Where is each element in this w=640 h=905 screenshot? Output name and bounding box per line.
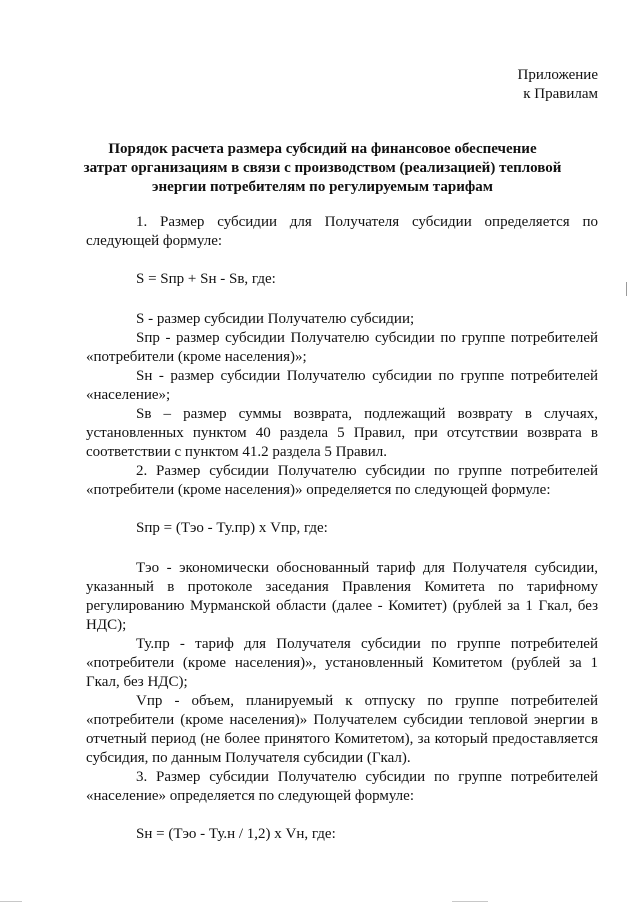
scan-artifact-line-right xyxy=(452,901,488,902)
definition-teo: Тэо - экономически обоснованный тариф для Получателя субсидии, указанный в протоколе заседания Правления Комитета по тарифному регулированию Мурманской области (далее - Комитет) (рублей за 1 Гкал, без НДС); xyxy=(86,560,598,633)
paragraph-3: 3. Размер субсидии Получателю субсидии по группе потребителей «население» определяется по следующей формуле: xyxy=(86,769,598,804)
definition-vpr: Vпр - объем, планируемый к отпуску по группе потребителей «потребители (кроме населения)» Получателем субсидии тепловой энергии в отчетный период (не более принятого Комитетом), за который предоставляется субсидия, по данным Получателя субсидии (Гкал). xyxy=(86,693,598,766)
paragraph-1: 1. Размер субсидии для Получателя субсидии определяется по следующей формуле: xyxy=(86,214,598,249)
formula-sn: Sн = (Тэо - Ту.н / 1,2) х Vн, где: xyxy=(136,826,336,842)
appendix-header xyxy=(517,66,598,104)
appendix-line-1: Приложение xyxy=(517,67,598,83)
definition-sv: Sв – размер суммы возврата, подлежащий возврату в случаях, установленных пунктом 40 раздела 5 Правил, при отсутствии возврата в соответствии с пунктом 41.2 раздела 5 Правил. xyxy=(86,406,598,460)
scan-artifact-mark xyxy=(626,282,627,296)
definition-s: S - размер субсидии Получателю субсидии; xyxy=(136,311,415,327)
formula-total: S = Sпр + Sн - Sв, где: xyxy=(136,271,276,287)
title-line-1: Порядок расчета размера субсидий на финансовое обеспечение xyxy=(108,141,537,157)
definition-sn: Sн - размер субсидии Получателю субсидии по группе потребителей «население»; xyxy=(86,368,598,403)
title-line-3: энергии потребителям по регулируемым тарифам xyxy=(152,179,493,195)
appendix-line-2: к Правилам xyxy=(523,86,598,102)
document-body xyxy=(86,213,598,844)
paragraph-2: 2. Размер субсидии Получателю субсидии по группе потребителей «потребители (кроме населения)» определяется по следующей формуле: xyxy=(86,463,598,498)
scan-artifact-line-left xyxy=(0,901,22,902)
document-title xyxy=(80,140,565,197)
title-line-2: затрат организациям в связи с производством (реализацией) тепловой xyxy=(83,160,562,176)
definition-tupr: Ту.пр - тариф для Получателя субсидии по группе потребителей «потребители (кроме населения)», установленный Комитетом (рублей за 1 Гкал, без НДС); xyxy=(86,636,598,690)
definition-spr: Sпр - размер субсидии Получателю субсидии по группе потребителей «потребители (кроме населения)»; xyxy=(86,330,598,365)
formula-spr: Sпр = (Тэо - Ту.пр) х Vпр, где: xyxy=(136,520,328,536)
